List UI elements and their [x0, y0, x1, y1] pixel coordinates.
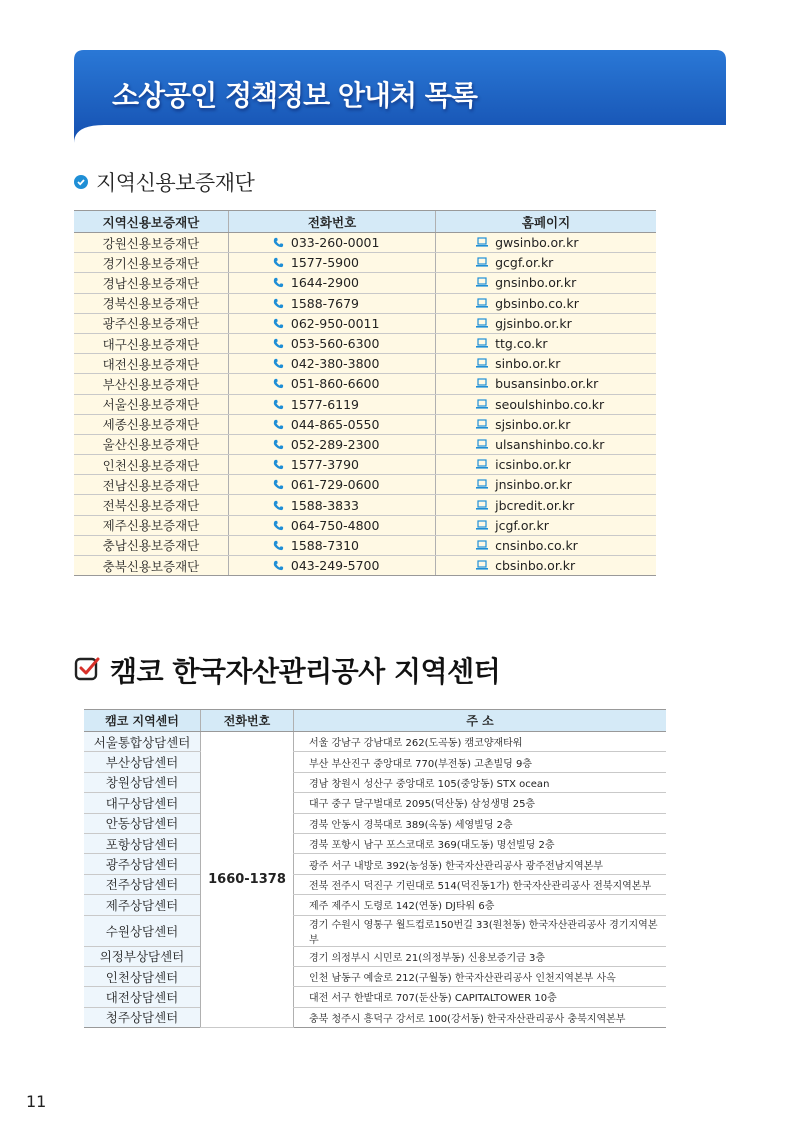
center-address: 경남 창원시 성산구 중앙대로 105(중앙동) STX ocean	[294, 772, 667, 792]
center-address: 경북 안동시 경북대로 389(옥동) 세영빌딩 2층	[294, 813, 667, 833]
phone-number[interactable]: 062-950-0011	[290, 315, 380, 331]
check-circle-icon	[74, 175, 88, 189]
kamco-phone-number[interactable]: 1660-1378	[200, 732, 293, 1028]
phone-number[interactable]: 1588-7679	[290, 295, 360, 311]
homepage-link[interactable]: gnsinbo.or.kr	[495, 275, 577, 291]
laptop-icon	[476, 560, 488, 571]
laptop-icon	[476, 257, 488, 268]
phone-icon	[273, 338, 284, 349]
table-row	[84, 833, 666, 853]
table-row	[74, 455, 656, 475]
laptop-icon	[476, 500, 488, 511]
center-name: 수원상담센터	[84, 915, 200, 946]
phone-icon	[273, 358, 284, 369]
kamco-center-table	[84, 709, 666, 1028]
phone-number[interactable]: 1588-3833	[290, 497, 360, 513]
center-address: 인천 남동구 예술로 212(구월동) 한국자산관리공사 인천지역본부 사옥	[294, 966, 667, 986]
homepage-link[interactable]: jnsinbo.or.kr	[495, 477, 572, 493]
phone-icon	[273, 298, 284, 309]
foundation-name: 제주신용보증재단	[74, 515, 228, 535]
homepage-link[interactable]: sjsinbo.or.kr	[495, 416, 571, 432]
table-row	[74, 414, 656, 434]
phone-icon	[273, 439, 284, 450]
center-address: 대전 서구 한밭대로 707(둔산동) CAPITALTOWER 10층	[294, 987, 667, 1007]
page-title: 소상공인 정책정보 안내처 목록	[112, 79, 477, 112]
phone-number[interactable]: 053-560-6300	[290, 336, 380, 352]
center-address: 광주 서구 내방로 392(농성동) 한국자산관리공사 광주전남지역본부	[294, 854, 667, 874]
foundation-name: 대전신용보증재단	[74, 354, 228, 374]
table-row	[84, 966, 666, 986]
center-name: 대전상담센터	[84, 987, 200, 1007]
homepage-link[interactable]: gcgf.or.kr	[495, 255, 554, 271]
phone-number[interactable]: 033-260-0001	[290, 235, 380, 251]
header-phone: 전화번호	[200, 710, 293, 732]
phone-icon	[273, 378, 284, 389]
phone-icon	[273, 318, 284, 329]
section2-title: 캠코 한국자산관리공사 지역센터	[110, 655, 501, 688]
table-row	[84, 915, 666, 946]
phone-icon	[273, 540, 284, 551]
table-row	[74, 273, 656, 293]
table-row	[84, 987, 666, 1007]
table-row	[74, 556, 656, 576]
phone-number[interactable]: 042-380-3800	[290, 356, 380, 372]
laptop-icon	[476, 520, 488, 531]
phone-icon	[273, 500, 284, 511]
table-row	[74, 374, 656, 394]
center-name: 창원상담센터	[84, 772, 200, 792]
phone-icon	[273, 419, 284, 430]
center-name: 광주상담센터	[84, 854, 200, 874]
table-row	[84, 772, 666, 792]
table-header-row	[84, 710, 666, 732]
homepage-link[interactable]: ttg.co.kr	[495, 336, 548, 352]
table-row	[84, 1007, 666, 1027]
center-name: 대구상담센터	[84, 793, 200, 813]
phone-icon	[273, 277, 284, 288]
homepage-link[interactable]: jbcredit.or.kr	[495, 497, 575, 513]
foundation-name: 광주신용보증재단	[74, 313, 228, 333]
homepage-link[interactable]: cnsinbo.co.kr	[495, 537, 578, 553]
table-row	[74, 253, 656, 273]
phone-icon	[273, 560, 284, 571]
center-name: 인천상담센터	[84, 966, 200, 986]
table-row	[74, 495, 656, 515]
phone-number[interactable]: 044-865-0550	[290, 416, 380, 432]
phone-number[interactable]: 1588-7310	[290, 537, 360, 553]
foundation-name: 강원신용보증재단	[74, 233, 228, 253]
foundation-name: 전북신용보증재단	[74, 495, 228, 515]
foundation-name: 세종신용보증재단	[74, 414, 228, 434]
homepage-link[interactable]: icsinbo.or.kr	[495, 457, 571, 473]
table-row	[84, 874, 666, 894]
phone-number[interactable]: 064-750-4800	[290, 517, 380, 533]
laptop-icon	[476, 318, 488, 329]
center-name: 포항상담센터	[84, 833, 200, 853]
center-name: 전주상담센터	[84, 874, 200, 894]
center-address: 서울 강남구 강남대로 262(도곡동) 캠코양재타워	[294, 732, 667, 752]
title-banner	[74, 50, 726, 143]
header-phone: 전화번호	[228, 211, 435, 233]
laptop-icon	[476, 479, 488, 490]
table-row	[84, 946, 666, 966]
table-row	[74, 475, 656, 495]
phone-number[interactable]: 052-289-2300	[290, 436, 380, 452]
homepage-link[interactable]: gjsinbo.or.kr	[495, 315, 572, 331]
credit-foundation-table	[74, 210, 656, 576]
homepage-link[interactable]: seoulshinbo.co.kr	[495, 396, 605, 412]
homepage-link[interactable]: gbsinbo.co.kr	[495, 295, 579, 311]
phone-icon	[273, 520, 284, 531]
table-row	[74, 535, 656, 555]
laptop-icon	[476, 378, 488, 389]
center-address: 부산 부산진구 중앙대로 770(부전동) 고촌빌딩 9층	[294, 752, 667, 772]
header-homepage: 홈페이지	[436, 211, 656, 233]
center-name: 제주상담센터	[84, 895, 200, 915]
header-center: 캠코 지역센터	[84, 710, 200, 732]
center-address: 경기 수원시 영통구 월드컵로150번길 33(원천동) 한국자산관리공사 경기지역본부	[294, 915, 667, 946]
center-address: 대구 중구 달구벌대로 2095(덕산동) 삼성생명 25층	[294, 793, 667, 813]
foundation-name: 경남신용보증재단	[74, 273, 228, 293]
homepage-link[interactable]: busansinbo.or.kr	[495, 376, 599, 392]
foundation-name: 충북신용보증재단	[74, 556, 228, 576]
homepage-link[interactable]: cbsinbo.or.kr	[495, 558, 576, 574]
table-row	[84, 732, 666, 752]
phone-number[interactable]: 1577-3790	[290, 457, 360, 473]
center-name: 청주상담센터	[84, 1007, 200, 1027]
center-name: 의정부상담센터	[84, 946, 200, 966]
phone-icon	[273, 257, 284, 268]
phone-number[interactable]: 051-860-6600	[290, 376, 380, 392]
center-name: 안동상담센터	[84, 813, 200, 833]
foundation-name: 대구신용보증재단	[74, 333, 228, 353]
table-row	[74, 233, 656, 253]
laptop-icon	[476, 540, 488, 551]
homepage-link[interactable]: gwsinbo.or.kr	[495, 235, 579, 251]
phone-number[interactable]: 1577-5900	[290, 255, 360, 271]
foundation-name: 서울신용보증재단	[74, 394, 228, 414]
foundation-name: 충남신용보증재단	[74, 535, 228, 555]
table-row	[74, 333, 656, 353]
foundation-name: 부산신용보증재단	[74, 374, 228, 394]
table-row	[74, 394, 656, 414]
center-address: 충북 청주시 흥덕구 강서로 100(강서동) 한국자산관리공사 충북지역본부	[294, 1007, 667, 1027]
header-address: 주 소	[294, 710, 667, 732]
laptop-icon	[476, 277, 488, 288]
table-row	[84, 854, 666, 874]
phone-number[interactable]: 043-249-5700	[290, 558, 380, 574]
table-row	[84, 895, 666, 915]
phone-icon	[273, 399, 284, 410]
laptop-icon	[476, 298, 488, 309]
table-row	[74, 354, 656, 374]
checkbox-checked-icon	[74, 655, 100, 685]
center-address: 경기 의정부시 시민로 21(의정부동) 신용보증기금 3층	[294, 946, 667, 966]
section1-title: 지역신용보증재단	[96, 171, 255, 195]
laptop-icon	[476, 399, 488, 410]
table-row	[84, 793, 666, 813]
homepage-link[interactable]: jcgf.or.kr	[495, 517, 549, 533]
center-address: 제주 제주시 도령로 142(연동) DJ타워 6층	[294, 895, 667, 915]
table-row	[84, 752, 666, 772]
phone-icon	[273, 479, 284, 490]
table-row	[84, 813, 666, 833]
center-address: 경북 포항시 남구 포스코대로 369(대도동) 명선빌딩 2층	[294, 833, 667, 853]
homepage-link[interactable]: sinbo.or.kr	[495, 356, 561, 372]
laptop-icon	[476, 237, 488, 248]
laptop-icon	[476, 459, 488, 470]
phone-number[interactable]: 1577-6119	[290, 396, 360, 412]
laptop-icon	[476, 439, 488, 450]
foundation-name: 경북신용보증재단	[74, 293, 228, 313]
table-row	[74, 293, 656, 313]
table-row	[74, 515, 656, 535]
section2-heading	[74, 650, 500, 690]
foundation-name: 울산신용보증재단	[74, 434, 228, 454]
table-row	[74, 434, 656, 454]
phone-number[interactable]: 061-729-0600	[290, 477, 380, 493]
section1-heading	[74, 168, 254, 196]
page-number: 11	[26, 1092, 47, 1111]
foundation-name: 인천신용보증재단	[74, 455, 228, 475]
foundation-name: 경기신용보증재단	[74, 253, 228, 273]
laptop-icon	[476, 358, 488, 369]
center-name: 서울통합상담센터	[84, 732, 200, 752]
foundation-name: 전남신용보증재단	[74, 475, 228, 495]
table-header-row	[74, 211, 656, 233]
table-row	[74, 313, 656, 333]
homepage-link[interactable]: ulsanshinbo.co.kr	[495, 436, 605, 452]
laptop-icon	[476, 338, 488, 349]
center-address: 전북 전주시 덕진구 기린대로 514(덕진동1가) 한국자산관리공사 전북지역본부	[294, 874, 667, 894]
laptop-icon	[476, 419, 488, 430]
center-name: 부산상담센터	[84, 752, 200, 772]
phone-icon	[273, 237, 284, 248]
phone-icon	[273, 459, 284, 470]
phone-number[interactable]: 1644-2900	[290, 275, 360, 291]
header-name: 지역신용보증재단	[74, 211, 228, 233]
